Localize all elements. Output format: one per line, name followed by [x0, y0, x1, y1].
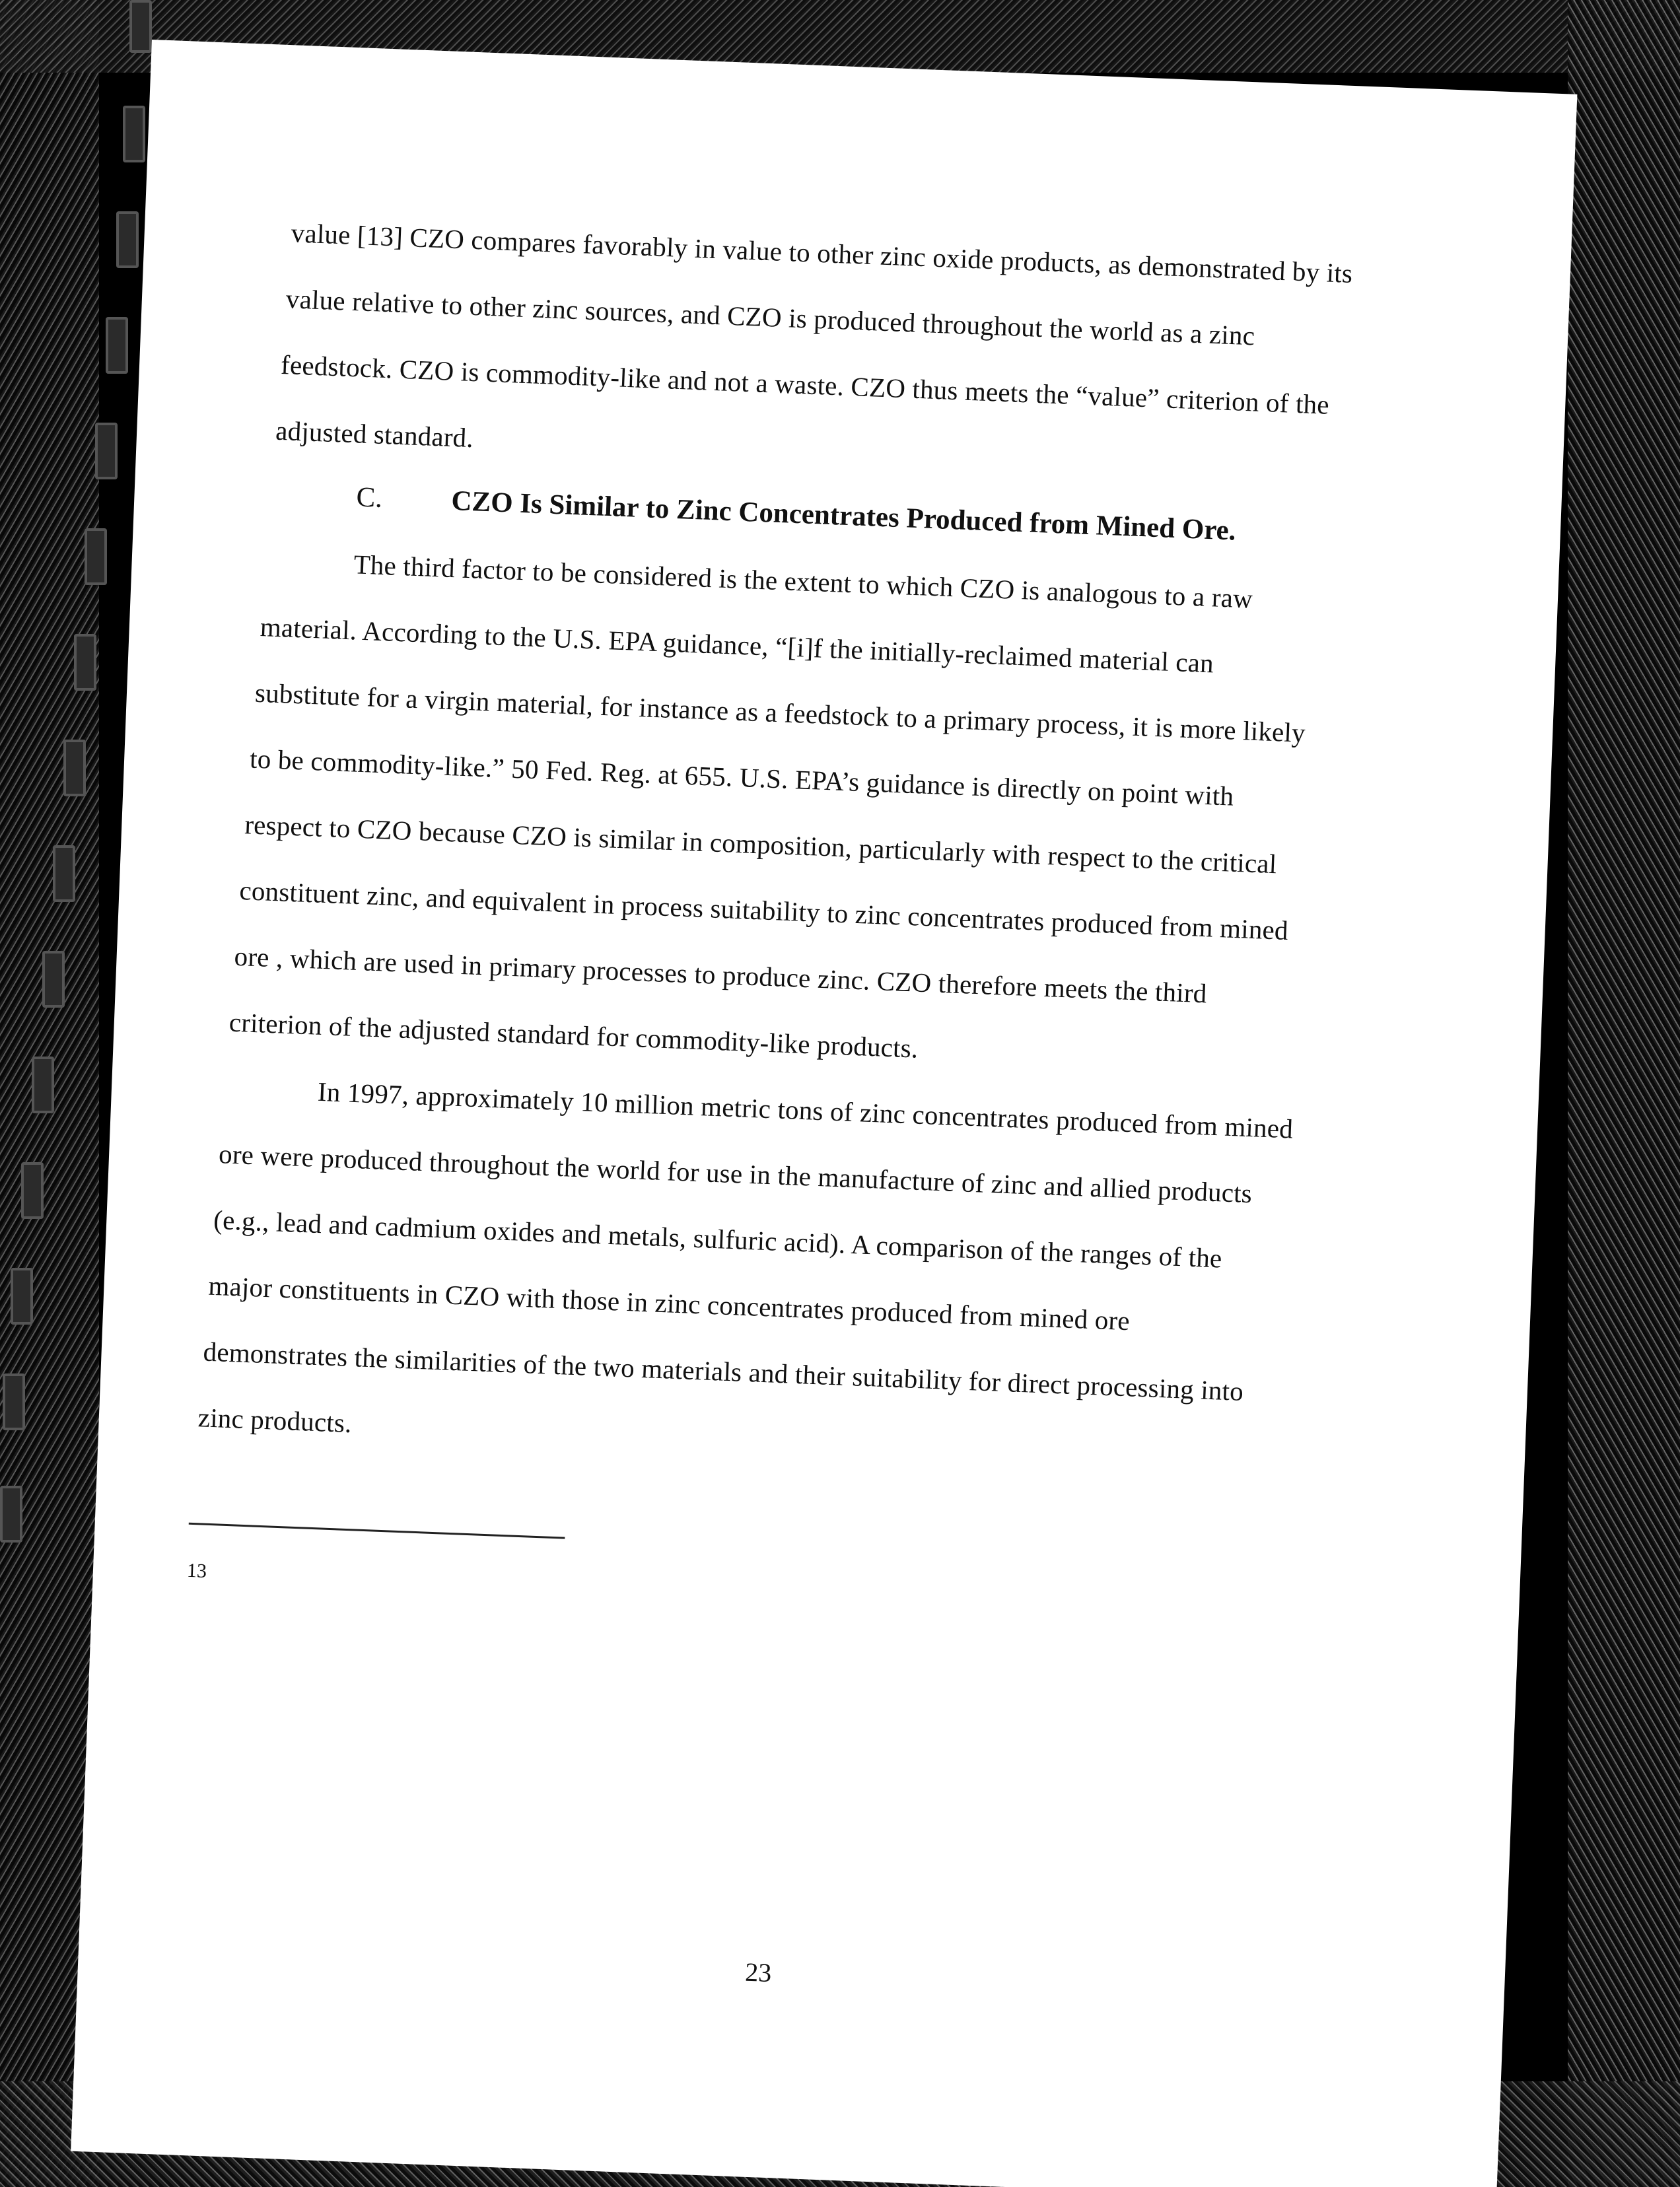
footnote-divider	[189, 1523, 565, 1539]
binding-hole	[85, 528, 107, 585]
paper-page	[71, 40, 1577, 2187]
binding-hole	[32, 1057, 54, 1113]
paragraph-line: ore were produced throughout the world for use in the manufacture of zinc and allied products	[218, 1138, 1253, 1209]
section-letter: C.	[355, 481, 383, 514]
paragraph-line: feedstock. CZO is commodity-like and not a waste. CZO thus meets the “value” criterion of the	[280, 349, 1330, 420]
page-number: 23	[744, 1957, 773, 1988]
paragraph-line: constituent zinc, and equivalent in process suitability to zinc concentrates produced from mined	[238, 875, 1289, 946]
footnote-number: 13	[186, 1559, 207, 1582]
paragraph-line: In 1997, approximately 10 million metric tons of zinc concentrates produced from mined	[317, 1076, 1294, 1144]
paragraph-line: zinc products.	[197, 1402, 353, 1439]
paragraph-line: adjusted standard.	[275, 415, 474, 454]
binding-hole	[11, 1268, 33, 1325]
binding-hole	[74, 634, 96, 691]
scan-border-right	[1568, 0, 1680, 2187]
section-heading: CZO Is Similar to Zinc Concentrates Produced from Mined Ore.	[450, 485, 1237, 547]
paragraph-line: major constituents in CZO with those in zinc concentrates produced from mined ore	[207, 1270, 1131, 1336]
binding-hole	[129, 0, 152, 53]
binding-hole	[116, 211, 139, 268]
binding-hole	[106, 317, 128, 374]
paragraph-line: to be commodity-like.” 50 Fed. Reg. at 655. U.S. EPA’s guidance is directly on point with	[249, 743, 1235, 812]
paragraph-line: (e.g., lead and cadmium oxides and metals, sulfuric acid). A comparison of the ranges of the	[213, 1204, 1223, 1274]
document-body	[71, 40, 1577, 2187]
binding-hole	[42, 951, 65, 1008]
binding-hole	[0, 1486, 22, 1543]
binding-hole	[95, 423, 118, 479]
paragraph-line: respect to CZO because CZO is similar in composition, particularly with respect to the critical	[244, 809, 1278, 880]
paragraph-line: material. According to the U.S. EPA guidance, “[i]f the initially-reclaimed material can	[260, 611, 1214, 679]
paragraph-line: value relative to other zinc sources, and CZO is produced throughout the world as a zinc	[285, 283, 1256, 351]
binding-hole	[123, 106, 145, 162]
paragraph-line: value [13] CZO compares favorably in value to other zinc oxide products, as demonstrated by its	[291, 217, 1354, 289]
binding-hole	[63, 740, 86, 796]
paragraph-line: criterion of the adjusted standard for commodity-like products.	[228, 1006, 919, 1064]
paragraph-line: demonstrates the similarities of the two materials and their suitability for direct processing into	[202, 1336, 1244, 1406]
binding-hole	[21, 1162, 44, 1219]
binding-hole	[53, 845, 75, 902]
paragraph-line: substitute for a virgin material, for instance as a feedstock to a primary process, it is more likely	[254, 677, 1306, 748]
paragraph-line: ore , which are used in primary processes to produce zinc. CZO therefore meets the third	[233, 940, 1208, 1009]
binding-hole	[3, 1373, 25, 1430]
paragraph-line: The third factor to be considered is the extent to which CZO is analogous to a raw	[353, 549, 1253, 614]
